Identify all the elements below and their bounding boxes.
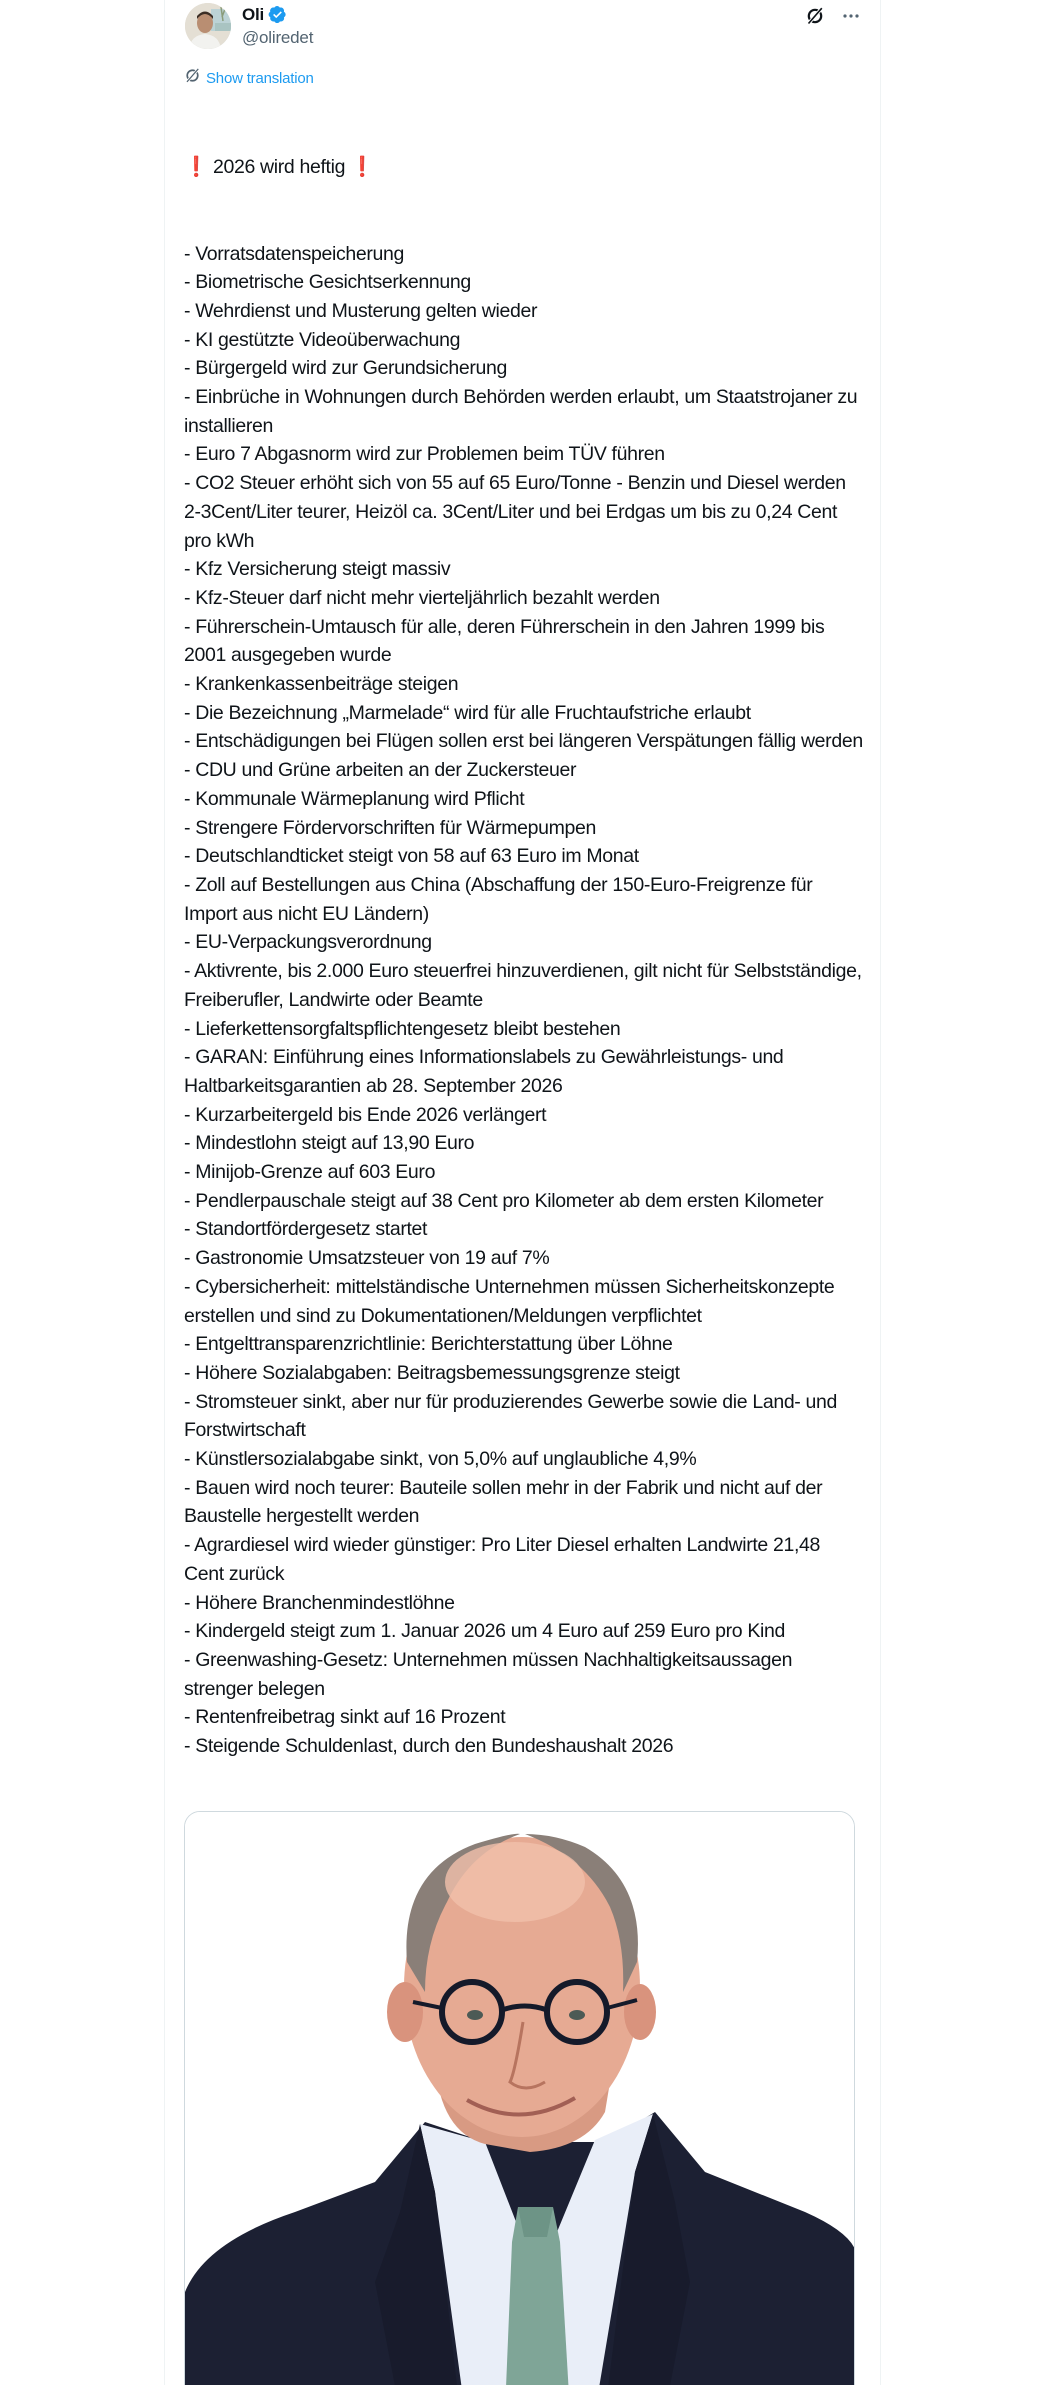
tweet-media-photo[interactable] <box>184 1811 855 2385</box>
verified-badge-icon <box>268 5 287 24</box>
tweet-list-item: - Entschädigungen bei Flügen sollen erst bei längeren Verspätungen fällig werden <box>184 730 863 753</box>
profile-photo-icon <box>185 3 231 49</box>
header-actions <box>804 3 862 29</box>
tweet-list-item: - Zoll auf Bestellungen aus China (Abschaffung der 150-Euro-Freigrenze für Import aus nicht EU Ländern) <box>184 873 818 925</box>
grok-icon[interactable] <box>804 5 826 27</box>
tweet-column <box>164 0 881 2385</box>
tweet-list-item: - Führerschein-Umtausch für alle, deren Führerschein in den Jahren 1999 bis 2001 ausgegeben wurde <box>184 615 830 667</box>
tweet-list-item: - Minijob-Grenze auf 603 Euro <box>184 1161 436 1184</box>
tweet-list-item: - Vorratsdatenspeicherung <box>184 242 404 265</box>
tweet-list-item: - Die Bezeichnung „Marmelade“ wird für alle Fruchtaufstriche erlaubt <box>184 701 751 724</box>
tweet-list-item: - Rentenfreibetrag sinkt auf 16 Prozent <box>184 1706 506 1729</box>
tweet-list-item: - Lieferkettensorgfaltspflichtengesetz bleibt bestehen <box>184 1017 621 1040</box>
exclamation-icon: ❗ <box>350 156 375 179</box>
tweet-list-item: - CDU und Grüne arbeiten an der Zuckersteuer <box>184 759 577 782</box>
tweet-list-item: - Stromsteuer sinkt, aber nur für produzierendes Gewerbe sowie die Land- und Forstwirtschaft <box>184 1390 843 1442</box>
tweet-list-item: - Deutschlandticket steigt von 58 auf 63 Euro im Monat <box>184 845 639 868</box>
show-translation[interactable] <box>184 68 314 88</box>
tweet-list-item: - Biometrische Gesichtserkennung <box>184 271 471 294</box>
tweet-list-item: - Kfz Versicherung steigt massiv <box>184 558 451 581</box>
tweet-headline <box>184 153 864 182</box>
tweet-list-item: - Kfz-Steuer darf nicht mehr vierteljährlich bezahlt werden <box>184 586 660 609</box>
tweet-list-item: - Wehrdienst und Musterung gelten wieder <box>184 299 538 322</box>
tweet-list-item: - Standortfördergesetz startet <box>184 1218 428 1241</box>
more-horizontal-icon[interactable] <box>840 5 862 27</box>
avatar[interactable] <box>185 3 231 49</box>
tweet-list-item: - Krankenkassenbeiträge steigen <box>184 673 459 696</box>
tweet-items-list <box>184 240 867 1761</box>
tweet-list-item: - GARAN: Einführung eines Informationslabels zu Gewährleistungs- und Haltbarkeitsgarantien ab 28. September 2026 <box>184 1046 789 1097</box>
show-translation-link[interactable]: Show translation <box>206 69 314 87</box>
tweet-list-item: - Höhere Sozialabgaben: Beitragsbemessungsgrenze steigt <box>184 1361 680 1384</box>
tweet-list-item: - CO2 Steuer erhöht sich von 55 auf 65 Euro/Tonne - Benzin und Diesel werden 2-3Cent/Liter teurer, Heizöl ca. 3Cent/Liter und bei Erdgas um bis zu 0,24 Cent pro kWh <box>184 472 851 552</box>
tweet-list-item: - EU-Verpackungsverordnung <box>184 931 432 954</box>
tweet-list-item: - Gastronomie Umsatzsteuer von 19 auf 7% <box>184 1247 550 1270</box>
tweet-header <box>185 3 862 53</box>
tweet-list-item: - Aktivrente, bis 2.000 Euro steuerfrei hinzuverdienen, gilt nicht für Selbstständige, Freiberufler, Landwirte oder Beamte <box>184 960 867 1011</box>
tweet-list-item: - Strengere Fördervorschriften für Wärmepumpen <box>184 816 596 839</box>
tweet-list-item: - Mindestlohn steigt auf 13,90 Euro <box>184 1132 475 1155</box>
tweet-list-item: - Kommunale Wärmeplanung wird Pflicht <box>184 787 525 810</box>
tweet-list-item: - Künstlersozialabgabe sinkt, von 5,0% auf unglaubliche 4,9% <box>184 1448 697 1471</box>
display-name[interactable]: Oli <box>242 4 265 24</box>
portrait-photo <box>185 1812 855 2385</box>
translate-grok-icon <box>184 67 201 89</box>
tweet-list-item: - Kindergeld steigt zum 1. Januar 2026 um 4 Euro auf 259 Euro pro Kind <box>184 1620 785 1643</box>
tweet-list-item: - Bürgergeld wird zur Gerundsicherung <box>184 357 508 380</box>
tweet-list-item: - Greenwashing-Gesetz: Unternehmen müssen Nachhaltigkeitsaussagen strenger belegen <box>184 1648 798 1700</box>
tweet-list-item: - Cybersicherheit: mittelständische Unternehmen müssen Sicherheitskonzepte erstellen und sind zu Dokumentationen/Meldungen verpflichtet <box>184 1275 840 1327</box>
tweet-list-item: - Agrardiesel wird wieder günstiger: Pro Liter Diesel erhalten Landwirte 21,48 Cent zurück <box>184 1534 826 1585</box>
tweet-list-item: - Einbrüche in Wohnungen durch Behörden werden erlaubt, um Staatstrojaner zu installieren <box>184 386 863 437</box>
tweet-list-item: - Höhere Branchenmindestlöhne <box>184 1591 455 1614</box>
tweet-list-item: - Euro 7 Abgasnorm wird zur Problemen beim TÜV führen <box>184 443 665 466</box>
author-info <box>242 4 313 48</box>
author-handle[interactable]: @oliredet <box>242 28 314 47</box>
tweet-text <box>184 96 867 1990</box>
exclamation-icon: ❗ <box>184 156 208 179</box>
tweet-list-item: - Pendlerpauschale steigt auf 38 Cent pro Kilometer ab dem ersten Kilometer <box>184 1189 824 1212</box>
tweet-list-item: - Bauen wird noch teurer: Bauteile sollen mehr in der Fabrik und nicht auf der Baustelle hergestellt werden <box>184 1476 828 1528</box>
tweet-list-item: - KI gestützte Videoüberwachung <box>184 328 461 351</box>
tweet-list-item: - Steigende Schuldenlast, durch den Bundeshaushalt 2026 <box>184 1735 674 1758</box>
headline-text: 2026 wird heftig <box>207 156 351 179</box>
tweet-list-item: - Kurzarbeitergeld bis Ende 2026 verlängert <box>184 1103 547 1126</box>
tweet-list-item: - Entgelttransparenzrichtlinie: Berichterstattung über Löhne <box>184 1333 673 1356</box>
